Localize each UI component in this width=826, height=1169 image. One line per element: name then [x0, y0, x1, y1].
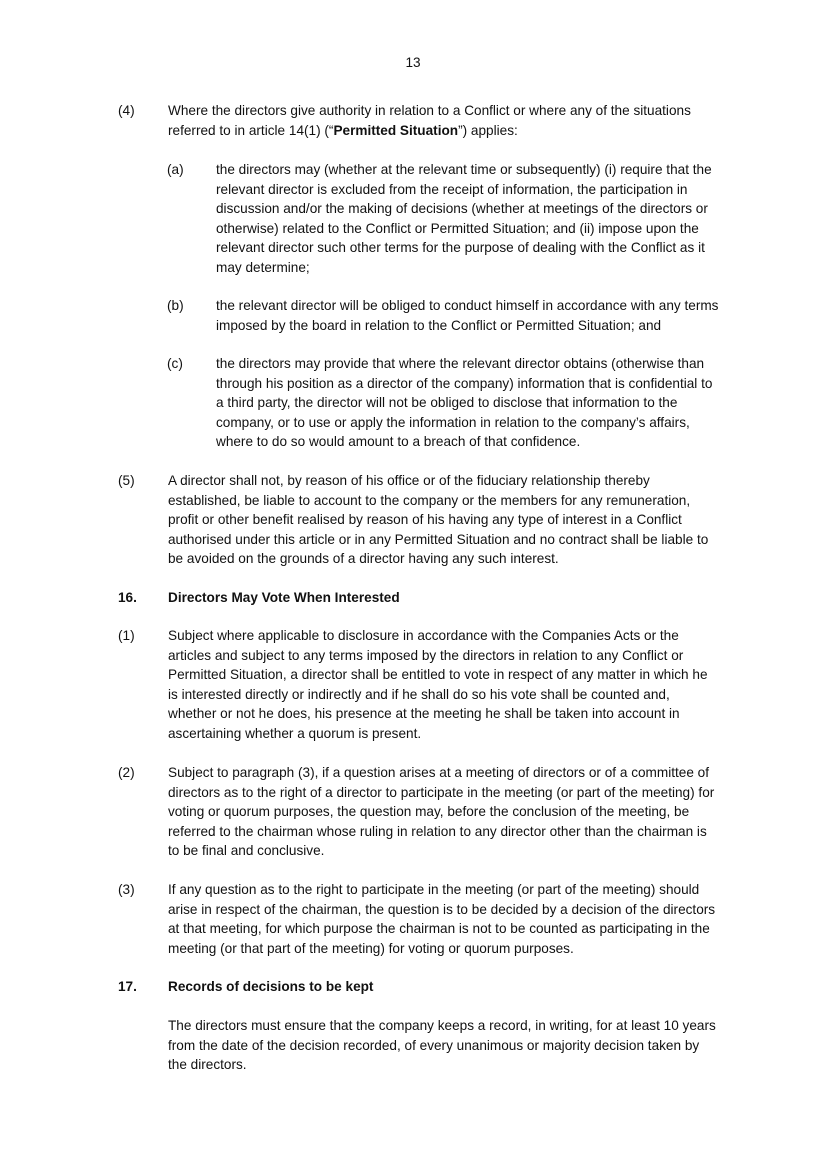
subparagraph-text: the directors may provide that where the relevant director obtains (otherwise than through his position as a director of the company) information that is confidential to a third party, the director will not be obliged to disclose that information to the company, or to use or apply the information in relation to the company’s affairs, where to do so would amount to a breach of that confidence. [216, 356, 713, 450]
subparagraph-text: the relevant director will be obliged to conduct himself in accordance with any terms imposed by the board in relation to the Conflict or Permitted Situation; and [216, 298, 719, 333]
paragraph-text: If any question as to the right to participate in the meeting (or part of the meeting) should arise in respect of the chairman, the question is to be decided by a decision of the directors at that meeting, for which purpose the chairman is not to be counted as participating in the meeting (or that part of the meeting) for voting or quorum purposes. [168, 882, 716, 956]
paragraph-number: (3) [118, 882, 135, 897]
paragraph-text-end: ”) applies: [458, 122, 518, 138]
subparagraph-text: the directors may (whether at the relevant time or subsequently) (i) require that the relevant director is excluded from the receipt of information, the participation in discussion and/or the making of decisions (whether at meetings of the directors or otherwise) related to the Conflict or Permitted Situation; and (ii) impose upon the relevant director such other terms for the purpose of dealing with the Conflict as it may determine; [216, 162, 712, 275]
article-number: 16. [118, 590, 137, 605]
paragraph-number: (1) [118, 628, 135, 643]
subparagraph-number: (c) [167, 356, 183, 371]
paragraph-text: Subject where applicable to disclosure in accordance with the Companies Acts or the articles and subject to any terms imposed by the directors in relation to any Conflict or Permitted Situation, a director shall be entitled to vote in respect of any matter in which he is interested directly or indirectly and if he shall do so his vote shall be counted and, whether or not he does, his presence at the meeting he shall be taken into account in ascertaining whether a quorum is present. [168, 628, 708, 741]
article-title: Directors May Vote When Interested [168, 590, 400, 605]
paragraph-text [168, 101, 718, 140]
article-number: 17. [118, 979, 137, 994]
paragraph-number: (5) [118, 473, 135, 488]
paragraph-number: (2) [118, 765, 135, 780]
paragraph-text: A director shall not, by reason of his office or of the fiduciary relationship thereby established, be liable to account to the company or the members for any remuneration, profit or other benefit realised by reason of his having any type of interest in a Conflict authorised under this article or in any Permitted Situation and no contract shall be liable to be avoided on the grounds of a director having any such interest. [168, 473, 709, 567]
paragraph-text: The directors must ensure that the company keeps a record, in writing, for at least 10 years from the date of the decision recorded, of every unanimous or majority decision taken by the directors. [168, 1018, 716, 1073]
article-title: Records of decisions to be kept [168, 979, 374, 994]
paragraph-text: Subject to paragraph (3), if a question arises at a meeting of directors or of a committee of directors as to the right of a director to participate in the meeting (or part of the meeting) for voting or quorum purposes, the question may, before the conclusion of the meeting, be referred to the chairman whose ruling in relation to any director other than the chairman is to be final and conclusive. [168, 765, 715, 859]
subparagraph-number: (b) [167, 298, 184, 313]
subparagraph-number: (a) [167, 162, 184, 177]
paragraph-number: (4) [118, 103, 135, 118]
defined-term: Permitted Situation [333, 122, 459, 138]
page-number: 13 [405, 55, 421, 70]
paragraph-text-start: Where the directors give authority in relation to a Conflict or where any of the situations referred to in article 14(1) (“ [168, 103, 691, 138]
